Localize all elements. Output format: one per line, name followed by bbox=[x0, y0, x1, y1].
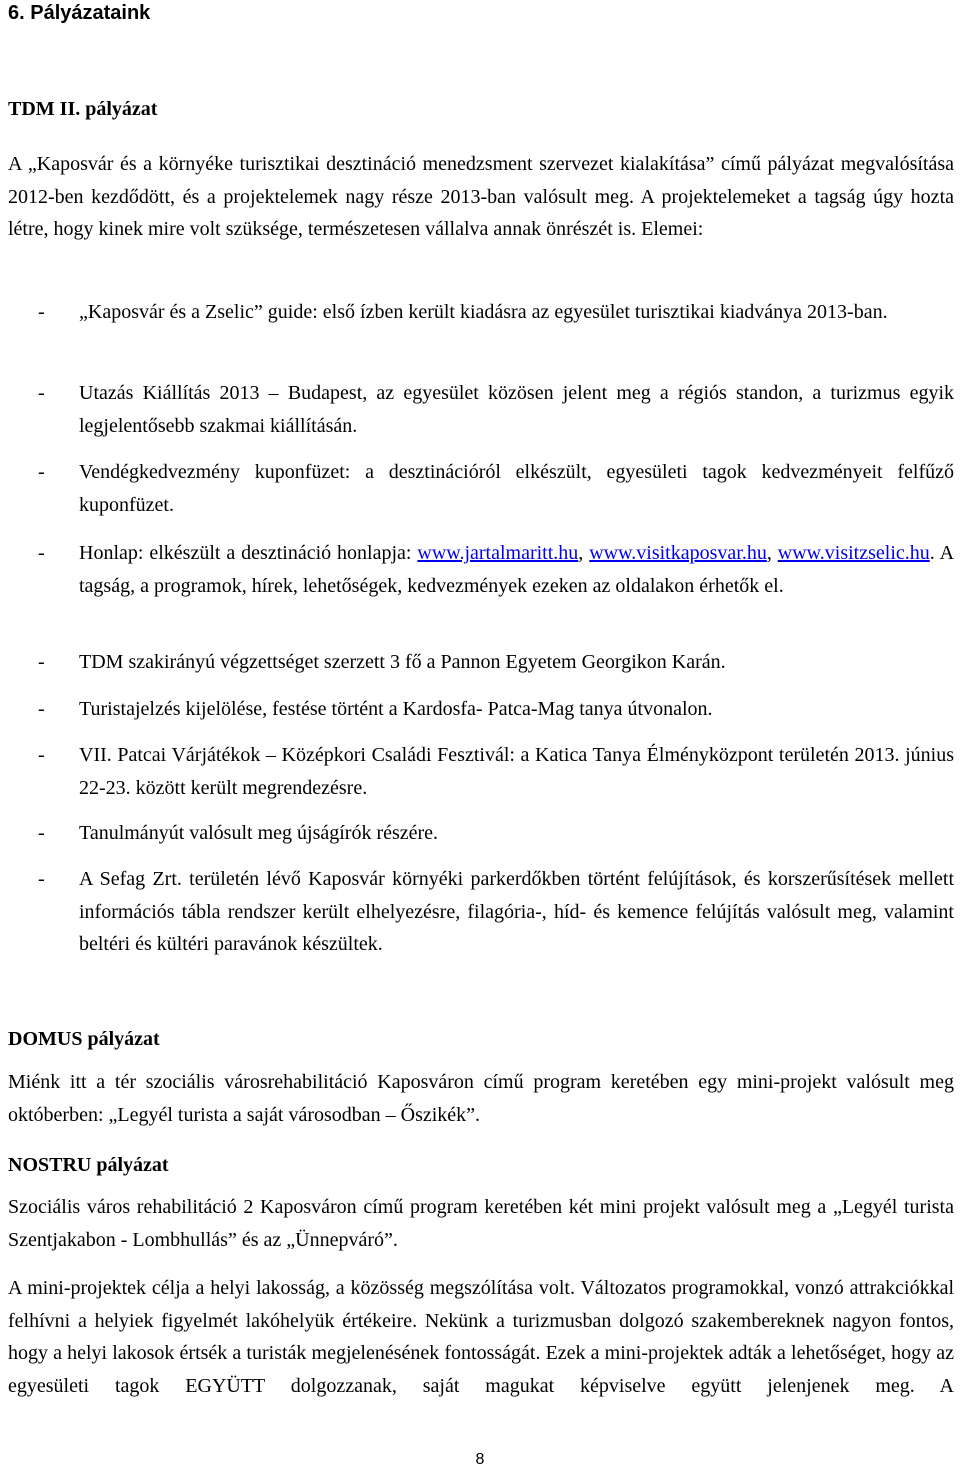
list-dash: - bbox=[38, 822, 45, 844]
website-text-after: . A tagság, a programok, hírek, lehetőségek, kedvezmények ezeken az oldalakon érhetők el. bbox=[79, 542, 955, 597]
visitkaposvar-link[interactable]: www.visitkaposvar.hu bbox=[589, 542, 767, 564]
list-dash: - bbox=[38, 382, 45, 404]
list-item-text: A Sefag Zrt. területén lévő Kaposvár környéki parkerdőkben történt felújítások, és korszerűsítések mellett információs tábla rendszer került elhelyezésre, filagória-, híd- és kemence felújítás valósult meg, valamint beltéri és kültéri paravánok készültek. bbox=[79, 868, 954, 955]
nostru-heading: NOSTRU pályázat bbox=[8, 1154, 169, 1176]
domus-paragraph: Miénk itt a tér szociális városrehabilitáció Kaposváron című program keretében egy mini-projekt valósult meg októberben: „Legyél turista a saját városodban – Őszikék”. bbox=[8, 1071, 954, 1126]
list-item-text: Turistajelzés kijelölése, festése történt a Kardosfa- Patca-Mag tanya útvonalon. bbox=[79, 698, 713, 720]
tdm-intro-paragraph: A „Kaposvár és a környéke turisztikai desztináció menedzsment szervezet kialakítása” című pályázat megvalósítása 2012-ben kezdődött, és a projektelemek nagy része 2013-ban valósult meg. A projektelemeket a tagság úgy hozta létre, hogy kinek mire volt szüksége, természetesen vállalva annak önrészét is. Elemei: bbox=[8, 153, 954, 240]
link-separator: , bbox=[766, 542, 778, 564]
list-dash: - bbox=[38, 542, 45, 564]
list-dash: - bbox=[38, 301, 45, 323]
list-item-text: „Kaposvár és a Zselic” guide: első ízben került kiadásra az egyesület turisztikai kiadványa 2013-ban. bbox=[79, 301, 888, 323]
page-number: 8 bbox=[475, 1451, 485, 1468]
list-item-text: Tanulmányút valósult meg újságírók részére. bbox=[79, 822, 439, 844]
list-dash: - bbox=[38, 698, 45, 720]
tdm-heading: TDM II. pályázat bbox=[8, 98, 158, 120]
link-separator: , bbox=[578, 542, 590, 564]
jartalmaritt-link[interactable]: www.jartalmaritt.hu bbox=[417, 542, 579, 564]
website-text-before: Honlap: elkészült a desztináció honlapja: bbox=[79, 542, 418, 564]
visitzselic-link[interactable]: www.visitzselic.hu bbox=[777, 542, 930, 564]
list-dash: - bbox=[38, 651, 45, 673]
list-dash: - bbox=[38, 461, 45, 483]
list-item-text: TDM szakirányú végzettséget szerzett 3 fő a Pannon Egyetem Georgikon Karán. bbox=[79, 651, 726, 673]
section-heading: 6. Pályázataink bbox=[8, 2, 151, 24]
list-dash: - bbox=[38, 744, 45, 766]
nostru-paragraph-2: A mini-projektek célja a helyi lakosság, a közösség megszólítása volt. Változatos programokkal, vonzó attrakciókkal felhívni a helyiek figyelmét lakóhelyük értékeire. Nekünk a turizmusban dolgozó szakembereknek nagyon fontos, hogy a helyi lakosok értsék a turisták megjelenésének fontosságát. Ezek a mini-projektek adták a lehetőséget, hogy az egyesületi tagok EGYÜTT dolgozzanak, saját magukat képviselve együtt jelenjenek meg. A bbox=[8, 1277, 954, 1397]
list-item-text bbox=[79, 537, 954, 602]
domus-heading: DOMUS pályázat bbox=[8, 1028, 160, 1050]
list-item-text: Vendégkedvezmény kuponfüzet: a desztinációról elkészült, egyesületi tagok kedvezményeit felfűző kuponfüzet. bbox=[79, 461, 954, 516]
list-dash: - bbox=[38, 868, 45, 890]
list-item-text: Utazás Kiállítás 2013 – Budapest, az egyesület közösen jelent meg a régiós standon, a turizmus egyik legjelentősebb szakmai kiállításán. bbox=[79, 382, 954, 437]
nostru-paragraph-1: Szociális város rehabilitáció 2 Kaposváron című program keretében két mini projekt valósult meg a „Legyél turista Szentjakabon - Lombhullás” és az „Ünnepváró”. bbox=[8, 1196, 954, 1251]
list-item-text: VII. Patcai Várjátékok – Középkori Családi Fesztivál: a Katica Tanya Élményközpont területén 2013. június 22-23. között került megrendezésre. bbox=[79, 744, 954, 799]
